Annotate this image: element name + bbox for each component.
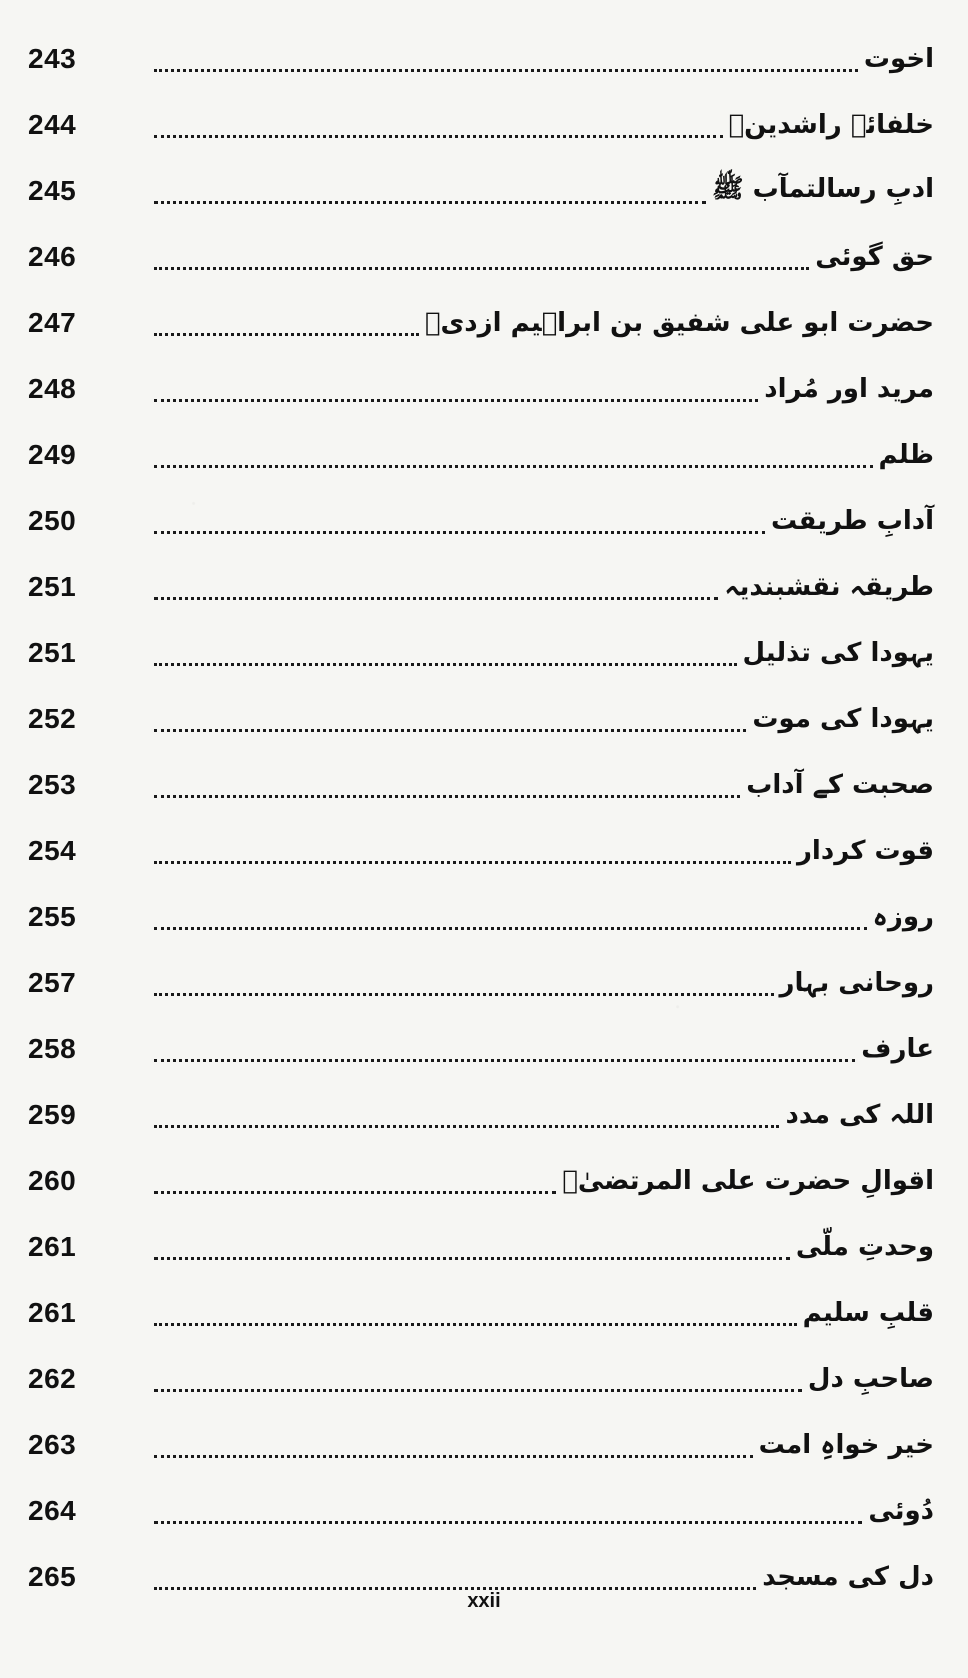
dot-leader (154, 727, 746, 732)
toc-row (28, 1016, 938, 1082)
dot-leader (154, 925, 867, 930)
dot-leader (154, 529, 765, 534)
toc-row (28, 1280, 938, 1346)
dot-leader (154, 1189, 556, 1194)
toc-row (28, 488, 938, 554)
toc-page-number: 257 (28, 967, 77, 998)
toc-page-number: 251 (28, 571, 77, 602)
toc-title: حق گوئی (815, 242, 934, 272)
toc-row (28, 1082, 938, 1148)
dot-leader (154, 859, 791, 864)
toc-page-number: 255 (28, 901, 77, 932)
toc-row (28, 884, 938, 950)
toc-page-number: 262 (28, 1363, 77, 1394)
toc-row (28, 554, 938, 620)
toc-page-number: 252 (28, 703, 77, 734)
dot-leader (154, 1057, 855, 1062)
toc-page-number: 258 (28, 1033, 77, 1064)
toc-title: روزہ (872, 902, 934, 932)
toc-title: اخوت (863, 44, 934, 74)
toc-row (28, 290, 938, 356)
dot-leader (154, 661, 737, 666)
toc-row (28, 950, 938, 1016)
toc-row (28, 1148, 938, 1214)
toc-title: عارف (861, 1034, 934, 1064)
toc-title: اقوالِ حضرت علی المرتضیٰؓ (562, 1166, 934, 1196)
toc-title: صحبت کے آداب (746, 770, 934, 800)
toc-row (28, 422, 938, 488)
toc-row (28, 92, 938, 158)
table-of-contents (28, 26, 938, 1610)
toc-title: صاحبِ دل (807, 1364, 934, 1394)
toc-row (28, 818, 938, 884)
toc-row (28, 1412, 938, 1478)
toc-title: آدابِ طریقت (770, 506, 934, 536)
toc-title: وحدتِ ملّی (795, 1232, 934, 1262)
page-footer-number: xxii (467, 1590, 501, 1612)
toc-row (28, 620, 938, 686)
toc-row (28, 26, 938, 92)
toc-row (28, 1214, 938, 1280)
dot-leader (154, 67, 858, 72)
toc-page-number: 260 (28, 1165, 77, 1196)
dot-leader (154, 1519, 862, 1524)
toc-title: ادبِ رسالتمآب ﷺ (712, 174, 934, 204)
toc-page-number: 264 (28, 1495, 77, 1526)
toc-row (28, 686, 938, 752)
dot-leader (154, 331, 419, 336)
toc-title: حضرت ابو علی شفیق بن ابراہیم ازدیؒ (424, 308, 934, 338)
toc-title: اللہ کی مدد (785, 1100, 934, 1130)
dot-leader (154, 463, 873, 468)
toc-title: خیر خواہِ امت (758, 1430, 934, 1460)
dot-leader (154, 1585, 756, 1590)
toc-title: یہودا کی تذلیل (742, 638, 934, 668)
dot-leader (154, 133, 723, 138)
toc-page-number: 245 (28, 175, 77, 206)
dot-leader (154, 595, 718, 600)
toc-title: قوت کردار (796, 836, 934, 866)
toc-row (28, 158, 938, 224)
toc-title: روحانی بہار (779, 968, 934, 998)
dot-leader (154, 793, 740, 798)
toc-title: ظلم (878, 440, 934, 470)
dot-leader (154, 991, 774, 996)
toc-row (28, 1346, 938, 1412)
toc-page-number: 248 (28, 373, 77, 404)
toc-page-number: 261 (28, 1297, 77, 1328)
toc-title: مرید اور مُراد (764, 374, 934, 404)
toc-row (28, 752, 938, 818)
toc-page-number: 246 (28, 241, 77, 272)
toc-title: یہودا کی موت (752, 704, 934, 734)
toc-title: قلبِ سلیم (802, 1298, 934, 1328)
toc-title: خلفائے راشدینؓ (728, 110, 934, 140)
toc-page-number: 253 (28, 769, 77, 800)
toc-row (28, 1478, 938, 1544)
toc-page-number: 247 (28, 307, 77, 338)
toc-row (28, 356, 938, 422)
toc-page-number: 261 (28, 1231, 77, 1262)
dot-leader (154, 1123, 779, 1128)
toc-page-number: 263 (28, 1429, 77, 1460)
toc-title: دُوئی (868, 1496, 934, 1526)
toc-page-number: 251 (28, 637, 77, 668)
toc-page-number: 244 (28, 109, 77, 140)
dot-leader (154, 265, 809, 270)
dot-leader (154, 1453, 753, 1458)
dot-leader (154, 199, 706, 204)
toc-page-number: 254 (28, 835, 77, 866)
toc-page-number: 249 (28, 439, 77, 470)
toc-row (28, 224, 938, 290)
dot-leader (154, 1387, 802, 1392)
dot-leader (154, 1255, 790, 1260)
toc-title: دل کی مسجد (762, 1562, 934, 1592)
toc-page-number: 265 (28, 1561, 77, 1592)
toc-page-number: 259 (28, 1099, 77, 1130)
toc-page-number: 243 (28, 43, 77, 74)
toc-title: طریقہ نقشبندیہ (724, 572, 934, 602)
dot-leader (154, 1321, 797, 1326)
dot-leader (154, 397, 758, 402)
toc-page-number: 250 (28, 505, 77, 536)
